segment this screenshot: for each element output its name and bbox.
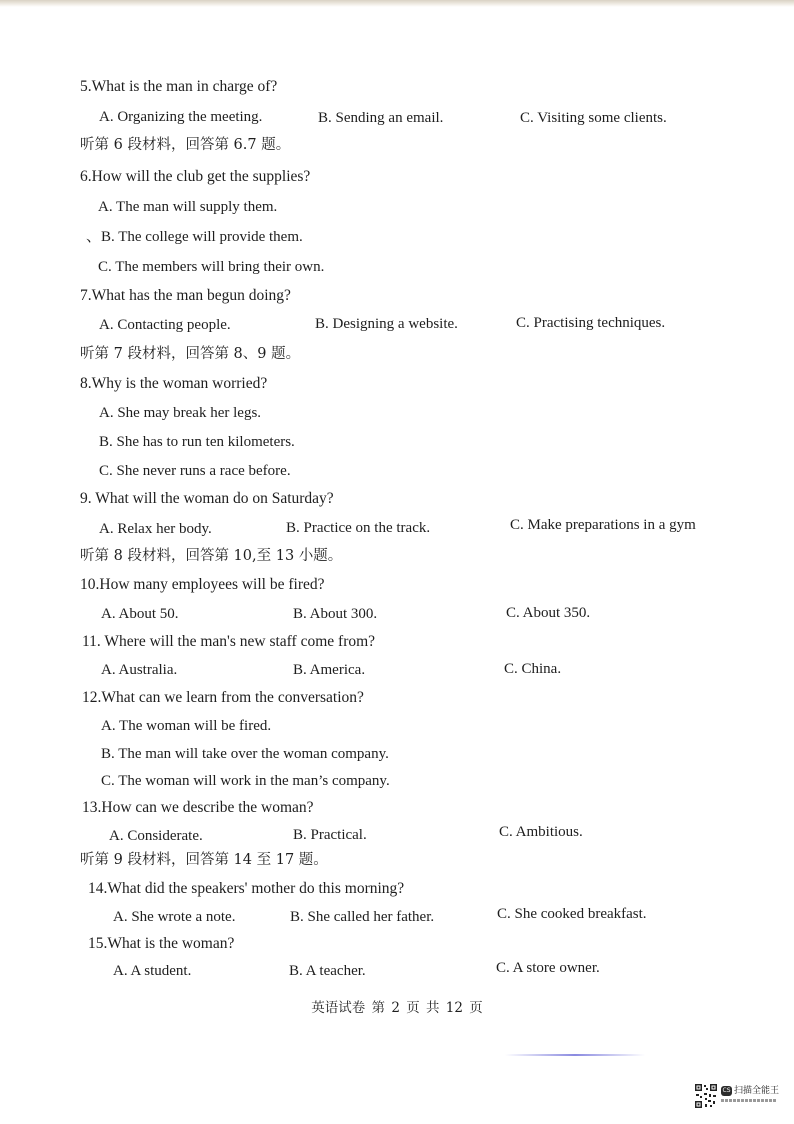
question-12-option-c: C. The woman will work in the man’s company. <box>101 773 390 789</box>
question-8-option-a: A. She may break her legs. <box>99 405 262 421</box>
question-9-option-c: C. Make preparations in a gym <box>510 517 696 533</box>
question-15-option-b: B. A teacher. <box>289 963 366 979</box>
question-14-option-c: C. She cooked breakfast. <box>497 906 647 922</box>
question-7-option-c: C. Practising techniques. <box>516 315 666 331</box>
question-7-option-b: B. Designing a website. <box>315 316 458 332</box>
question-13-stem: 13.How can we describe the woman? <box>82 799 314 816</box>
question-11-option-c: C. China. <box>504 661 562 677</box>
question-5-option-b: B. Sending an email. <box>318 110 444 126</box>
question-5-option-a: A. Organizing the meeting. <box>99 109 263 125</box>
question-5-option-c: C. Visiting some clients. <box>520 110 667 126</box>
section-6-instruction: 听第 6 段材料，回答第 6.7 题。 <box>80 137 291 153</box>
question-12-option-b: B. The man will take over the woman company. <box>101 746 389 762</box>
scanner-subline <box>721 1099 777 1102</box>
question-9-option-a: A. Relax her body. <box>99 521 212 537</box>
scanner-badge: CS <box>722 1087 731 1094</box>
qr-code-icon <box>694 1083 718 1109</box>
question-12-stem: 12.What can we learn from the conversation? <box>82 689 364 706</box>
question-8-option-b: B. She has to run ten kilometers. <box>99 434 295 450</box>
question-13-option-b: B. Practical. <box>293 827 367 843</box>
question-7-stem: 7.What has the man begun doing? <box>80 287 291 304</box>
section-7-instruction: 听第 7 段材料，回答第 8、9 题。 <box>80 346 301 362</box>
question-5-stem: 5.What is the man in charge of? <box>80 78 278 95</box>
question-11-option-a: A. Australia. <box>101 662 178 678</box>
question-13-option-c: C. Ambitious. <box>499 824 583 840</box>
question-7-option-a: A. Contacting people. <box>99 317 231 333</box>
page-footer: 英语试卷 第 2 页 共 12 页 <box>311 1000 483 1016</box>
question-10-option-a: A. About 50. <box>101 606 179 622</box>
question-8-option-c: C. She never runs a race before. <box>99 463 291 479</box>
scanner-app-name: 扫描全能王 <box>734 1086 780 1096</box>
question-14-option-a: A. She wrote a note. <box>113 909 236 925</box>
question-11-stem: 11. Where will the man's new staff come from? <box>82 633 376 650</box>
question-6-stem: 6.How will the club get the supplies? <box>80 168 311 185</box>
question-9-option-b: B. Practice on the track. <box>286 520 431 536</box>
question-13-option-a: A. Considerate. <box>109 828 203 844</box>
section-9-instruction: 听第 9 段材料，回答第 14 至 17 题。 <box>80 852 328 868</box>
question-14-stem: 14.What did the speakers' mother do this morning? <box>88 880 405 897</box>
question-10-option-c: C. About 350. <box>506 605 591 621</box>
question-10-stem: 10.How many employees will be fired? <box>80 576 325 593</box>
question-10-option-b: B. About 300. <box>293 606 378 622</box>
question-8-stem: 8.Why is the woman worried? <box>80 375 268 392</box>
question-15-option-c: C. A store owner. <box>496 960 600 976</box>
scanner-watermark <box>694 1083 790 1113</box>
question-6-option-c: C. The members will bring their own. <box>98 259 325 275</box>
question-15-stem: 15.What is the woman? <box>88 935 235 952</box>
question-6-option-b: 、B. The college will provide them. <box>86 229 303 245</box>
section-8-instruction: 听第 8 段材料，回答第 10,至 13 小题。 <box>80 548 343 564</box>
question-9-stem: 9. What will the woman do on Saturday? <box>80 490 334 507</box>
question-11-option-b: B. America. <box>293 662 366 678</box>
question-15-option-a: A. A student. <box>113 963 192 979</box>
question-6-option-a: A. The man will supply them. <box>98 199 278 215</box>
scan-artifact-line <box>505 1054 645 1056</box>
question-14-option-b: B. She called her father. <box>290 909 435 925</box>
question-12-option-a: A. The woman will be fired. <box>101 718 272 734</box>
